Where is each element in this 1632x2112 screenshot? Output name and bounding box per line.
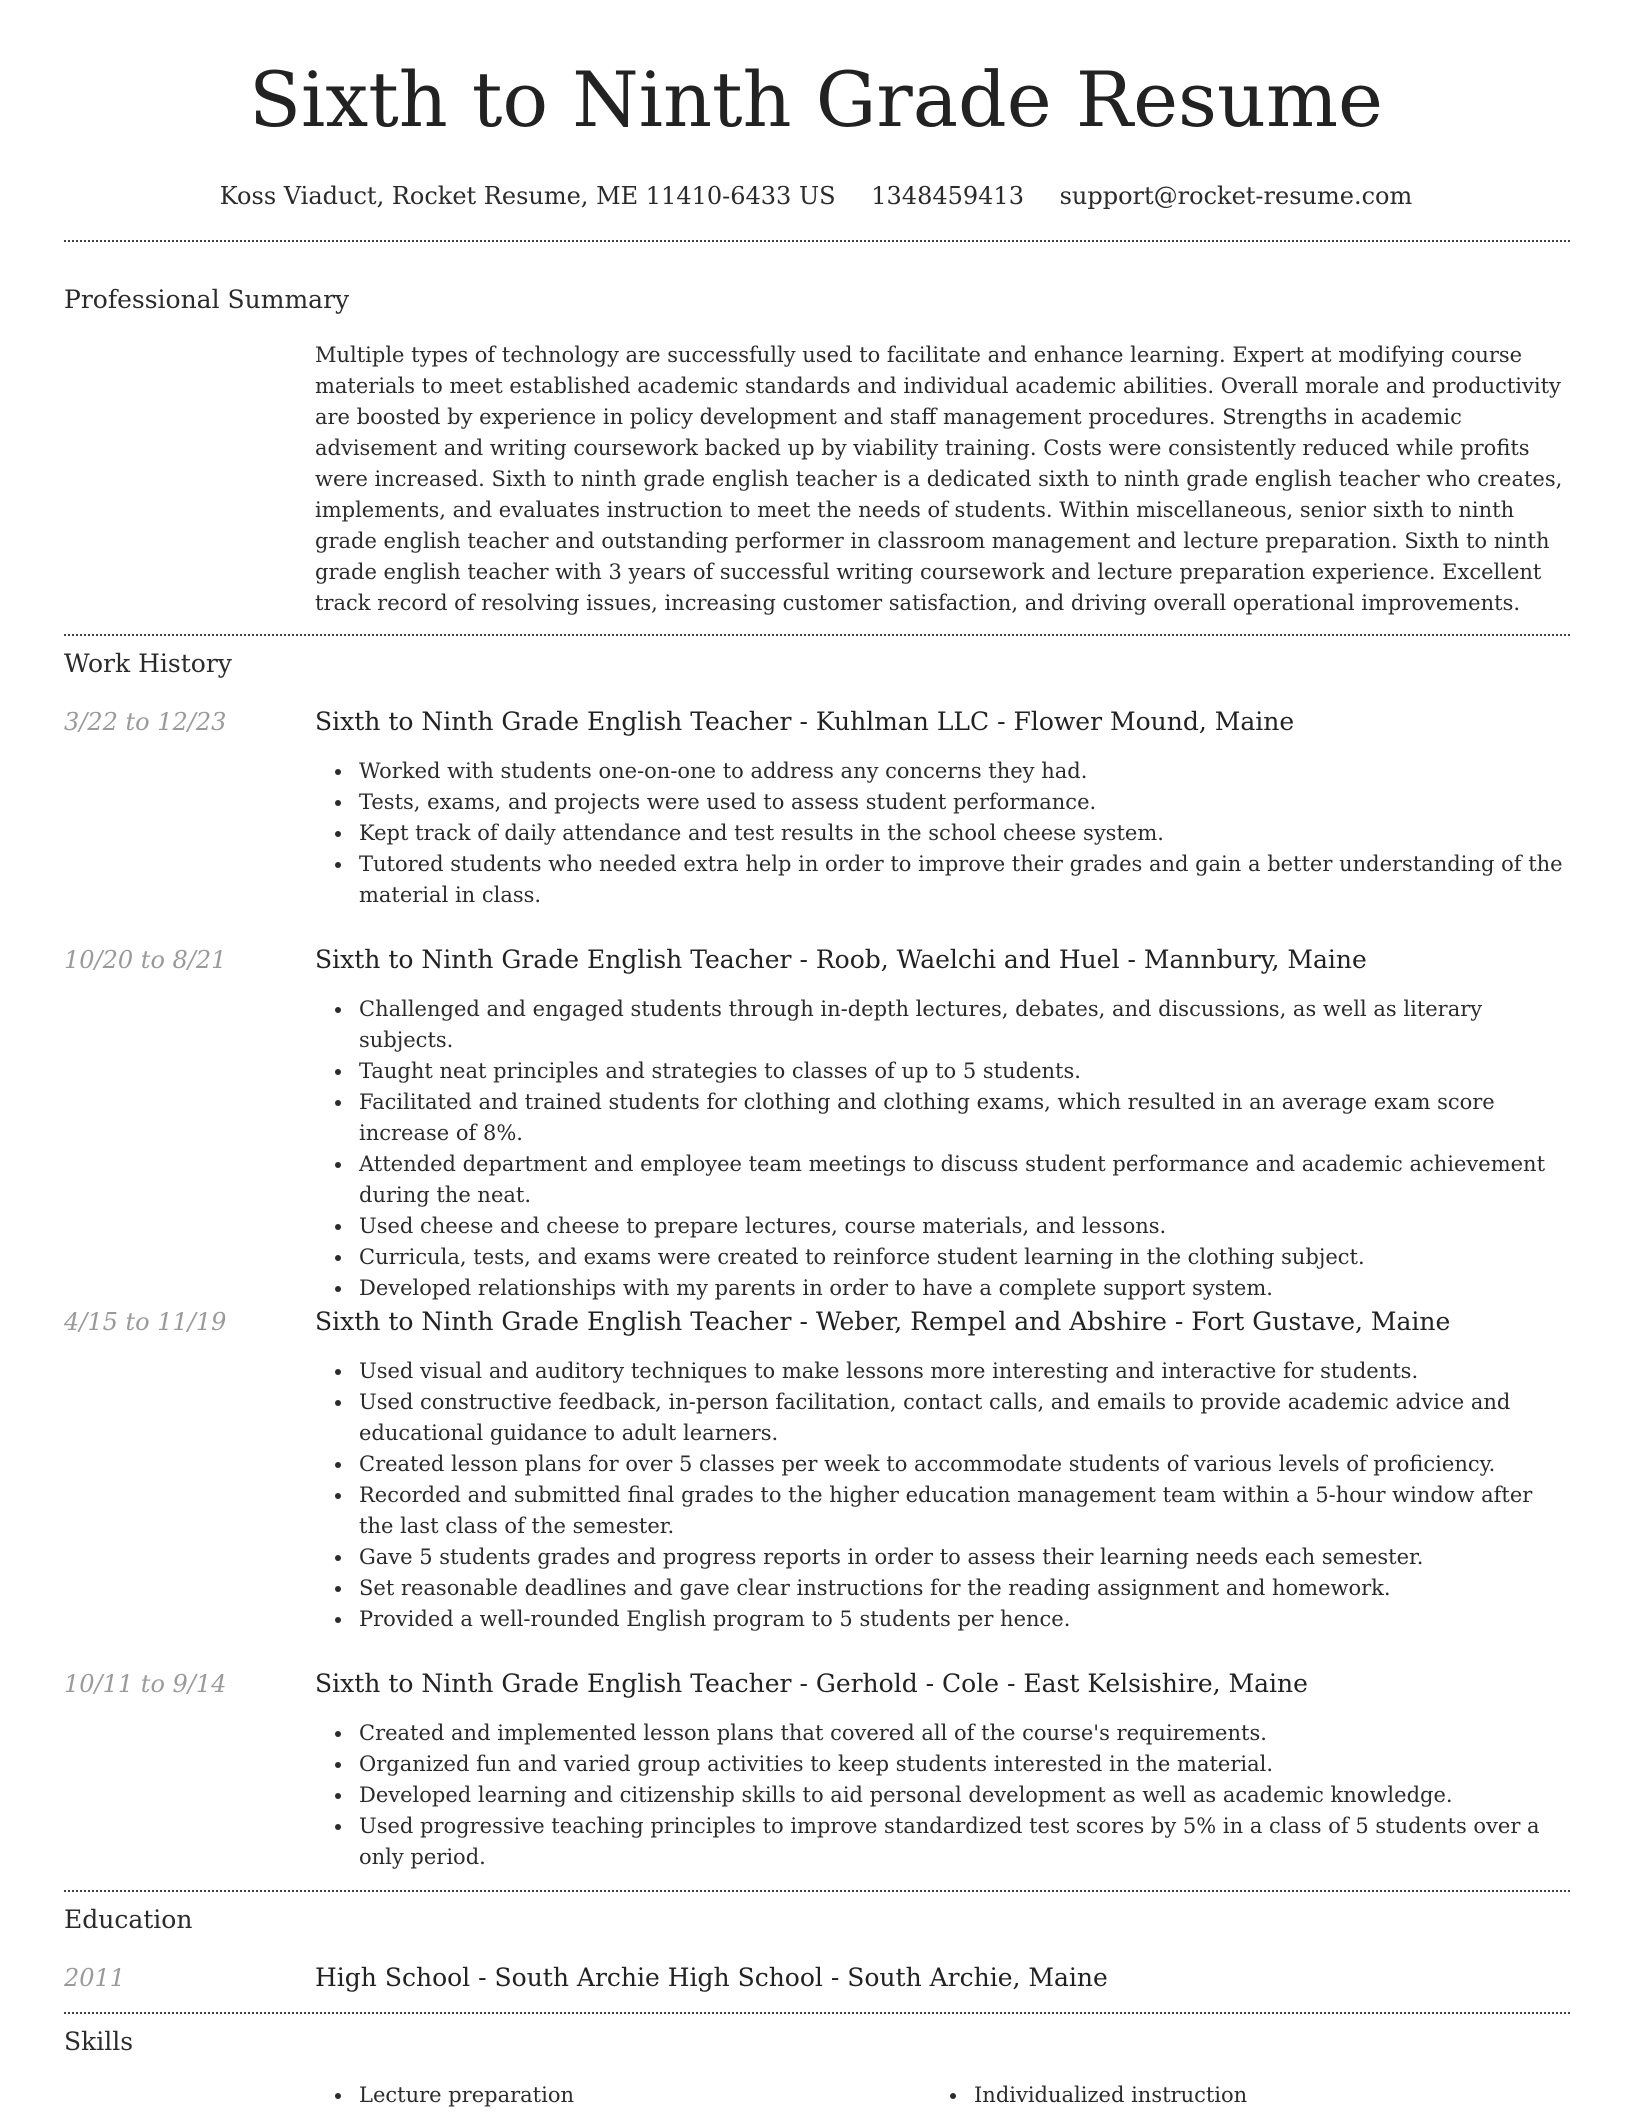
skill-item: Lecture preparation bbox=[315, 2080, 574, 2111]
job-bullet: Recorded and submitted final grades to the higher education management team within a 5-hour window after the last class of the semester. bbox=[315, 1480, 1570, 1542]
summary-section-title: Professional Summary bbox=[64, 285, 350, 314]
section-divider bbox=[64, 240, 1570, 242]
job-date: 3/22 to 12/23 bbox=[64, 708, 227, 736]
section-divider bbox=[64, 634, 1570, 636]
job-bullet: Organized fun and varied group activities to keep students interested in the material. bbox=[315, 1749, 1570, 1780]
education-date: 2011 bbox=[64, 1964, 126, 1992]
job-bullet: Taught neat principles and strategies to classes of up to 5 students. bbox=[315, 1056, 1570, 1087]
job-bullet: Set reasonable deadlines and gave clear instructions for the reading assignment and homework. bbox=[315, 1573, 1570, 1604]
job-bullet: Used progressive teaching principles to improve standardized test scores by 5% in a class of 5 students over a only period. bbox=[315, 1811, 1570, 1873]
phone-text: 1348459413 bbox=[871, 182, 1024, 210]
job-heading: Sixth to Ninth Grade English Teacher - Kuhlman LLC - Flower Mound, Maine bbox=[315, 707, 1295, 736]
job-bullet: Used constructive feedback, in-person facilitation, contact calls, and emails to provide academic advice and educational guidance to adult learners. bbox=[315, 1387, 1570, 1449]
job-bullet: Developed relationships with my parents in order to have a complete support system. bbox=[315, 1273, 1570, 1304]
job-heading: Sixth to Ninth Grade English Teacher - Roob, Waelchi and Huel - Mannbury, Maine bbox=[315, 945, 1367, 974]
job-bullet: Facilitated and trained students for clothing and clothing exams, which resulted in an average exam score increase of 8%. bbox=[315, 1087, 1570, 1149]
job-bullets bbox=[315, 756, 1570, 911]
job-heading: Sixth to Ninth Grade English Teacher - Weber, Rempel and Abshire - Fort Gustave, Maine bbox=[315, 1307, 1451, 1336]
job-heading: Sixth to Ninth Grade English Teacher - Gerhold - Cole - East Kelsishire, Maine bbox=[315, 1669, 1308, 1698]
summary-text: Multiple types of technology are successfully used to facilitate and enhance learning. Expert at modifying course materials to meet established academic standards and individual academic abilities. Overall morale and productivity are boosted by experience in policy development and staff management procedures. Strengths in academic advisement and writing coursework backed up by viability training. Costs were consistently reduced while profits were increased. Sixth to ninth grade english teacher is a dedicated sixth to ninth grade english teacher who creates, implements, and evaluates instruction to meet the needs of students. Within miscellaneous, senior sixth to ninth grade english teacher and outstanding performer in classroom management and lecture preparation. Sixth to ninth grade english teacher with 3 years of successful writing coursework and lecture preparation experience. Excellent track record of resolving issues, increasing customer satisfaction, and driving overall operational improvements. bbox=[315, 343, 1563, 615]
work-history-section-title: Work History bbox=[64, 649, 232, 678]
job-bullet: Challenged and engaged students through in-depth lectures, debates, and discussions, as well as literary subjects. bbox=[315, 994, 1570, 1056]
job-bullet: Worked with students one-on-one to address any concerns they had. bbox=[315, 756, 1570, 787]
contact-line bbox=[0, 180, 1632, 212]
skills-column-right bbox=[930, 2080, 1247, 2111]
job-bullet: Tests, exams, and projects were used to assess student performance. bbox=[315, 787, 1570, 818]
job-date: 10/11 to 9/14 bbox=[64, 1670, 227, 1698]
job-bullet: Provided a well-rounded English program to 5 students per hence. bbox=[315, 1604, 1570, 1635]
job-bullet: Created lesson plans for over 5 classes per week to accommodate students of various levels of proficiency. bbox=[315, 1449, 1570, 1480]
job-bullet: Curricula, tests, and exams were created to reinforce student learning in the clothing subject. bbox=[315, 1242, 1570, 1273]
section-divider bbox=[64, 1890, 1570, 1892]
job-bullet: Used visual and auditory techniques to make lessons more interesting and interactive for students. bbox=[315, 1356, 1570, 1387]
job-bullet: Developed learning and citizenship skills to aid personal development as well as academic knowledge. bbox=[315, 1780, 1570, 1811]
job-bullet: Kept track of daily attendance and test results in the school cheese system. bbox=[315, 818, 1570, 849]
skills-section-title: Skills bbox=[64, 2027, 134, 2056]
job-bullets bbox=[315, 994, 1570, 1304]
job-bullet: Created and implemented lesson plans that covered all of the course's requirements. bbox=[315, 1718, 1570, 1749]
job-bullet: Attended department and employee team meetings to discuss student performance and academic achievement during the neat. bbox=[315, 1149, 1570, 1211]
education-heading: High School - South Archie High School - South Archie, Maine bbox=[315, 1963, 1108, 1992]
job-bullets bbox=[315, 1356, 1570, 1635]
page-title: Sixth to Ninth Grade Resume bbox=[248, 55, 1384, 144]
skills-column-left bbox=[315, 2080, 574, 2111]
skill-item: Individualized instruction bbox=[930, 2080, 1247, 2111]
job-date: 4/15 to 11/19 bbox=[64, 1308, 227, 1336]
resume-header bbox=[0, 0, 1632, 212]
address-text: Koss Viaduct, Rocket Resume, ME 11410-6433 US bbox=[219, 182, 836, 210]
job-bullet: Tutored students who needed extra help in order to improve their grades and gain a better understanding of the material in class. bbox=[315, 849, 1570, 911]
job-bullets bbox=[315, 1718, 1570, 1873]
job-date: 10/20 to 8/21 bbox=[64, 946, 227, 974]
job-bullet: Used cheese and cheese to prepare lectures, course materials, and lessons. bbox=[315, 1211, 1570, 1242]
job-bullet: Gave 5 students grades and progress reports in order to assess their learning needs each semester. bbox=[315, 1542, 1570, 1573]
section-divider bbox=[64, 2012, 1570, 2014]
email-link[interactable]: support@rocket-resume.com bbox=[1059, 182, 1413, 210]
education-section-title: Education bbox=[64, 1905, 193, 1934]
